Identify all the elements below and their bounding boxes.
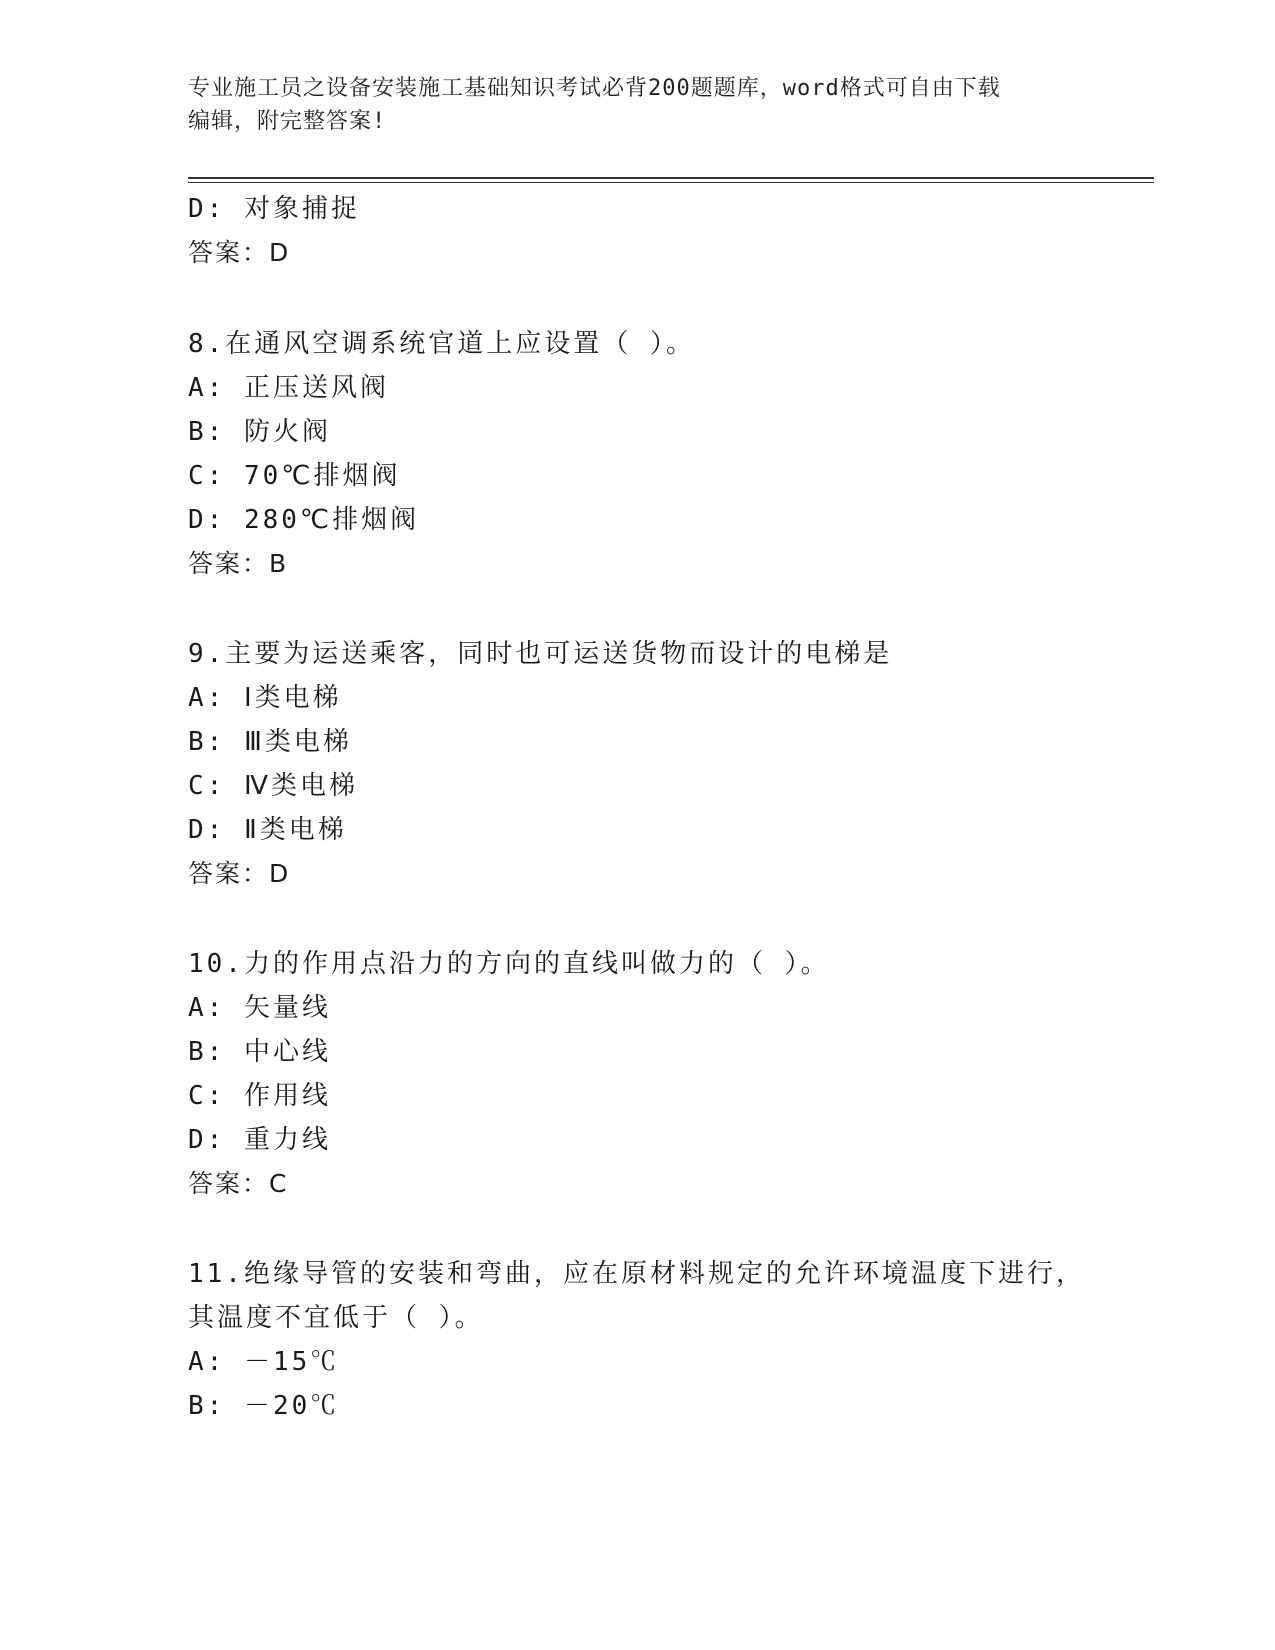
option-b-q8: B: 防火阀 xyxy=(188,417,331,447)
option-a-q9: A: Ⅰ类电梯 xyxy=(188,683,342,713)
page-header xyxy=(188,72,1088,138)
option-d-q10: D: 重力线 xyxy=(188,1125,331,1155)
question-10: 10.力的作用点沿力的方向的直线叫做力的（ ）。 xyxy=(188,949,830,979)
question-11-line-1: 11.绝缘导管的安装和弯曲，应在原材料规定的允许环境温度下进行， xyxy=(188,1259,1085,1289)
option-b-q10: B: 中心线 xyxy=(188,1037,331,1067)
header-divider-thin xyxy=(188,182,1154,183)
answer-q7: 答案：D xyxy=(188,238,291,267)
option-d-q9: D: Ⅱ类电梯 xyxy=(188,815,347,845)
option-b-q11: B: －20℃ xyxy=(188,1391,340,1421)
question-8: 8.在通风空调系统官道上应设置（ ）。 xyxy=(188,329,695,359)
option-a-q10: A: 矢量线 xyxy=(188,993,331,1023)
option-c-q8: C: 70℃排烟阀 xyxy=(188,461,401,491)
question-9: 9.主要为运送乘客，同时也可运送货物而设计的电梯是 xyxy=(188,639,893,669)
header-line-1: 专业施工员之设备安装施工基础知识考试必背200题题库，word格式可自由下载 xyxy=(188,76,1001,101)
question-11-line-2: 其温度不宜低于（ ）。 xyxy=(188,1303,484,1333)
answer-q8: 答案：B xyxy=(188,549,289,578)
header-line-2: 编辑，附完整答案! xyxy=(188,109,387,134)
option-d-q8: D: 280℃排烟阀 xyxy=(188,505,420,535)
option-a-q8: A: 正压送风阀 xyxy=(188,373,389,403)
option-a-q11: A: －15℃ xyxy=(188,1347,340,1377)
option-b-q9: B: Ⅲ类电梯 xyxy=(188,727,352,757)
answer-q9: 答案：D xyxy=(188,859,291,888)
option-c-q10: C: 作用线 xyxy=(188,1081,331,1111)
option-d-q7: D: 对象捕捉 xyxy=(188,194,360,224)
answer-q10: 答案：C xyxy=(188,1169,289,1198)
header-divider-thick xyxy=(188,177,1154,179)
option-c-q9: C: Ⅳ类电梯 xyxy=(188,771,358,801)
